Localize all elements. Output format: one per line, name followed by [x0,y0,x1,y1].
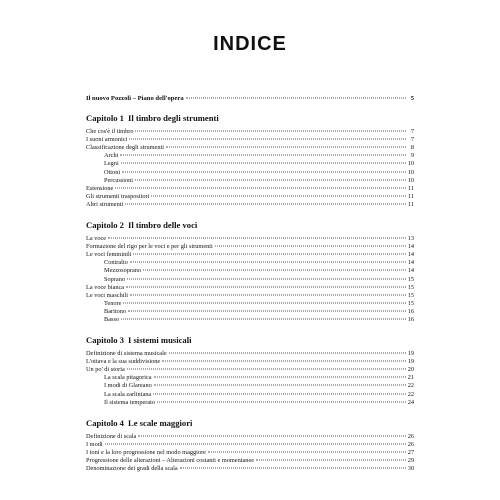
toc-entry-page: 27 [407,448,414,456]
toc-entry [86,457,414,465]
toc-entry-page: 16 [407,307,414,315]
toc-entry-page: 13 [407,235,414,243]
toc-entry [86,169,414,177]
toc-entry-label: Definizione di scala [86,432,137,440]
toc-entry [86,399,414,407]
toc-entry [86,350,414,358]
dot-leader [208,451,406,452]
toc-entry-page: 15 [407,291,414,299]
toc-entry-page: 15 [407,275,414,283]
toc-entry-label: Il sistema temperato [104,398,156,406]
toc-entry-label: Soprano [104,275,125,283]
dot-leader [138,435,405,436]
dot-leader [121,163,406,164]
toc-entry [86,235,414,243]
toc-entry-page: 7 [410,128,414,136]
dot-leader [129,139,406,140]
toc-entry-page: 26 [407,440,414,448]
toc-entry [86,382,414,390]
chapter-number: Capitolo 1 [86,113,124,124]
toc-entry [86,441,414,449]
toc-entry [86,433,414,441]
toc-entry-page: 24 [407,398,414,406]
toc-entry [86,251,414,259]
toc-entry-page: 19 [407,358,414,366]
toc-entry-label: Un po' di storia [86,366,125,374]
toc-entry-label: Formazione del rigo per le voci e per gli strumenti [86,243,213,251]
dot-leader [154,377,406,378]
dot-leader [130,262,406,263]
dot-leader [135,131,406,132]
toc-entry-page: 15 [407,283,414,291]
toc-entry [86,449,414,457]
dot-leader [127,369,406,370]
toc-entry-page: 5 [410,95,414,102]
toc-entry-label: Tenore [104,299,122,307]
dot-leader [127,278,406,279]
toc-entry-page: 21 [407,374,414,382]
toc-entry [86,292,414,300]
toc-entry-page: 22 [407,390,414,398]
toc-entry [86,465,414,473]
toc-entry-intro [86,95,414,103]
toc-entry-page: 14 [407,243,414,251]
chapter-title: Le scale maggiori [127,417,193,428]
toc-entry [86,185,414,193]
toc-entry-page: 30 [407,465,414,473]
toc-entry-label: La scala pitagorica [104,374,152,382]
table-of-contents [86,95,414,484]
toc-entry-page: 15 [407,299,414,307]
chapter-section [86,335,414,407]
toc-entry-page: 20 [407,366,414,374]
dot-leader [120,155,406,156]
toc-entry-label: La scala zarliniana [104,390,152,398]
toc-entry-page: 9 [410,152,414,160]
toc-entry-page: 16 [407,315,414,323]
dot-leader [105,443,406,444]
toc-entry-label: La voce [86,235,107,243]
toc-entry-page: 10 [407,176,414,184]
chapter-heading [86,113,414,124]
chapter-title: Il timbro degli strumenti [127,113,219,124]
dot-leader [135,179,406,180]
toc-entry-label: Il nuovo Pozzoli – Piano dell'opera [86,95,184,102]
chapter-section [86,418,414,473]
toc-entry-page: 26 [407,432,414,440]
toc-entry-page: 19 [407,350,414,358]
toc-entry-label: Ottoni [104,168,121,176]
chapter-list [86,113,414,473]
page-title: INDICE [213,33,287,56]
toc-entry [86,177,414,185]
toc-entry-label: Basso [104,315,120,323]
dot-leader [166,147,406,148]
toc-entry-label: Definizione di sistema musicale [86,350,167,358]
dot-leader [143,270,406,271]
toc-entry-label: Mezzosoprano [104,267,142,275]
toc-entry-label: Gli strumenti traspositori [86,192,150,200]
toc-entry-label: Contralto [104,259,128,267]
toc-entry-label: Che cos'è il timbro [86,128,134,136]
toc-entry-label: I modi di Glareano [104,382,152,390]
toc-entry [86,267,414,275]
dot-leader [130,294,406,295]
toc-entry [86,300,414,308]
toc-entry-label: Le voci maschili [86,291,128,299]
dot-leader [151,195,406,196]
dot-leader [162,361,405,362]
toc-entry-label: Archi [104,152,119,160]
chapter-heading [86,335,414,346]
toc-entry-page: 7 [410,136,414,144]
chapter-title: I sistemi musicali [127,335,192,346]
toc-entry [86,374,414,382]
toc-entry-page: 14 [407,259,414,267]
toc-entry-page: 10 [407,160,414,168]
toc-entry [86,152,414,160]
toc-entry [86,358,414,366]
dot-leader [133,254,405,255]
dot-leader [186,98,406,99]
toc-entry [86,391,414,399]
toc-entry [86,144,414,152]
dot-leader [123,302,405,303]
dot-leader [122,171,406,172]
toc-entry-label: I suoni armonici [86,136,128,144]
toc-entry [86,136,414,144]
chapter-number: Capitolo 2 [86,220,124,231]
toc-entry [86,193,414,201]
dot-leader [126,286,406,287]
dot-leader [121,318,406,319]
toc-entry-label: Percussioni [104,176,134,184]
toc-entry [86,316,414,324]
toc-entry-page: 14 [407,251,414,259]
toc-entry-page: 10 [407,168,414,176]
toc-entry-page: 11 [407,200,414,208]
toc-entry-label: L'ottava e la sua suddivisione [86,358,161,366]
dot-leader [180,468,406,469]
chapter-section [86,113,414,209]
chapter-heading [86,220,414,231]
toc-entry [86,259,414,267]
toc-entry-page: 8 [410,144,414,152]
toc-entry [86,160,414,168]
toc-entry-page: 11 [407,184,414,192]
toc-entry-label: Estensione [86,184,114,192]
toc-entry-label: Classificazione degli strumenti [86,144,164,152]
dot-leader [125,203,406,204]
dot-leader [154,385,406,386]
chapter-title: Il timbro delle voci [127,220,198,231]
dot-leader [153,393,406,394]
toc-entry-page: 29 [407,457,414,464]
toc-entry-label: I modi [86,440,103,448]
chapter-number: Capitolo 4 [86,417,124,428]
toc-entry-label: Le voci femminili [86,251,132,259]
toc-entry-label: Legni [104,160,119,168]
toc-entry-label: Denominazione dei gradi della scala [86,465,178,473]
chapter-heading [86,418,414,429]
toc-entry-label: Altri strumenti [86,200,124,208]
toc-entry-label: Progressione delle alterazioni – Alterazioni costanti e momentanee [86,457,255,464]
toc-entry [86,128,414,136]
dot-leader [115,187,406,188]
toc-entry-label: La voce bianca [86,283,125,291]
dot-leader [128,310,406,311]
dot-leader [157,401,406,402]
dot-leader [169,353,406,354]
toc-entry-page: 14 [407,267,414,275]
toc-entry [86,201,414,209]
toc-entry [86,243,414,251]
dot-leader [215,246,406,247]
toc-entry [86,366,414,374]
toc-entry-label: I toni e la loro progressione nel modo maggiore [86,448,206,456]
chapter-section [86,220,414,324]
toc-entry-label: Baritono [104,307,127,315]
dot-leader [256,460,406,461]
dot-leader [108,238,406,239]
toc-entry-page: 22 [407,382,414,390]
toc-entry [86,308,414,316]
toc-entry-page: 11 [407,192,414,200]
chapter-number: Capitolo 3 [86,335,124,346]
toc-entry [86,276,414,284]
toc-entry [86,284,414,292]
